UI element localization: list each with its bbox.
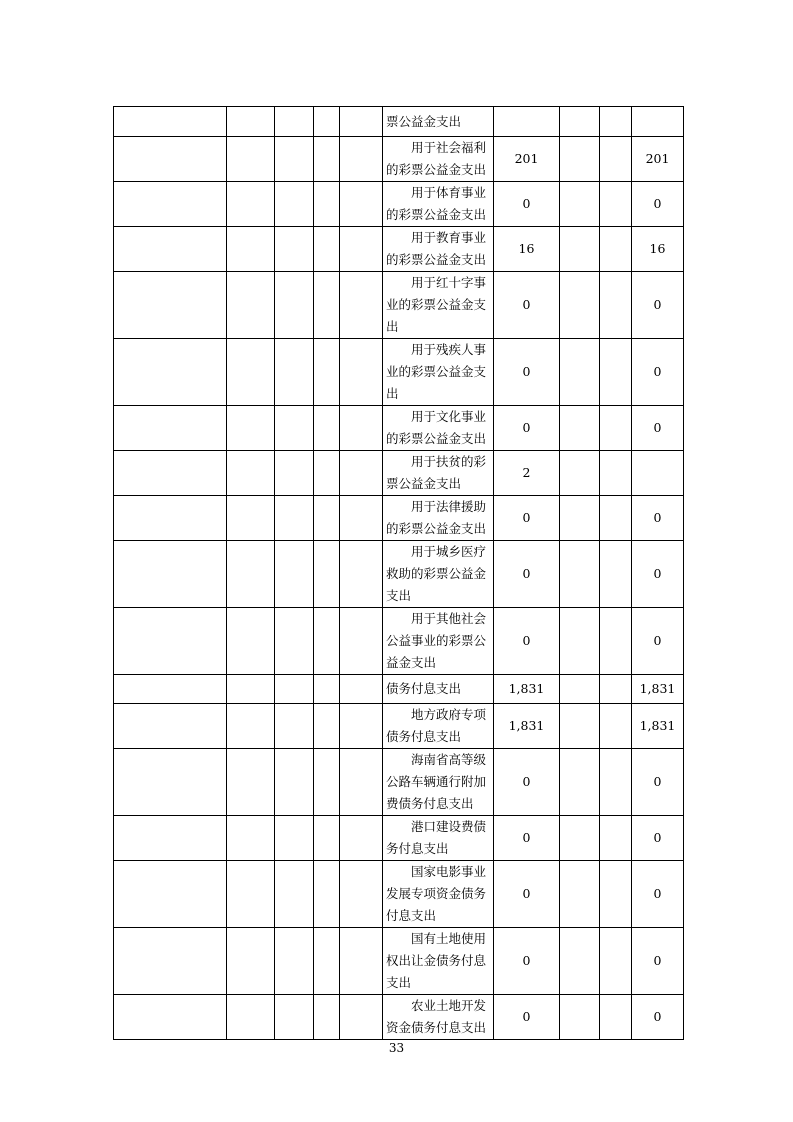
empty-cell bbox=[314, 451, 340, 496]
table-row bbox=[114, 182, 684, 227]
empty-cell bbox=[114, 137, 227, 182]
total-cell: 0 bbox=[632, 272, 684, 339]
total-cell: 0 bbox=[632, 541, 684, 608]
total-cell: 0 bbox=[632, 928, 684, 995]
total-cell: 1,831 bbox=[632, 704, 684, 749]
empty-cell bbox=[227, 749, 275, 816]
total-cell: 0 bbox=[632, 406, 684, 451]
empty-cell bbox=[600, 861, 632, 928]
total-cell: 0 bbox=[632, 339, 684, 406]
empty-cell bbox=[314, 928, 340, 995]
total-cell: 0 bbox=[632, 749, 684, 816]
empty-cell bbox=[600, 675, 632, 704]
empty-cell bbox=[114, 675, 227, 704]
empty-cell bbox=[275, 182, 314, 227]
total-cell: 0 bbox=[632, 496, 684, 541]
item-description: 票公益金支出 bbox=[383, 107, 494, 137]
total-cell bbox=[632, 107, 684, 137]
empty-cell bbox=[340, 406, 383, 451]
table-body bbox=[114, 107, 684, 1040]
item-description: 国家电影事业发展专项资金债务付息支出 bbox=[383, 861, 494, 928]
empty-cell bbox=[314, 137, 340, 182]
amount-cell: 0 bbox=[494, 339, 560, 406]
amount-cell: 0 bbox=[494, 541, 560, 608]
amount-cell: 0 bbox=[494, 861, 560, 928]
empty-cell bbox=[227, 816, 275, 861]
empty-cell bbox=[275, 272, 314, 339]
empty-cell bbox=[227, 496, 275, 541]
item-description: 国有土地使用权出让金债务付息支出 bbox=[383, 928, 494, 995]
empty-cell bbox=[314, 995, 340, 1040]
item-description: 用于城乡医疗救助的彩票公益金支出 bbox=[383, 541, 494, 608]
table-row bbox=[114, 995, 684, 1040]
empty-cell bbox=[114, 406, 227, 451]
empty-cell bbox=[227, 861, 275, 928]
item-description: 用于文化事业的彩票公益金支出 bbox=[383, 406, 494, 451]
empty-cell bbox=[275, 861, 314, 928]
amount-cell: 201 bbox=[494, 137, 560, 182]
table-row bbox=[114, 272, 684, 339]
empty-cell bbox=[227, 541, 275, 608]
empty-cell bbox=[275, 608, 314, 675]
total-cell: 0 bbox=[632, 995, 684, 1040]
empty-cell bbox=[600, 107, 632, 137]
total-cell: 1,831 bbox=[632, 675, 684, 704]
empty-cell bbox=[340, 137, 383, 182]
empty-cell bbox=[275, 749, 314, 816]
item-description: 用于法律援助的彩票公益金支出 bbox=[383, 496, 494, 541]
amount-cell: 0 bbox=[494, 749, 560, 816]
empty-cell bbox=[114, 704, 227, 749]
total-cell: 0 bbox=[632, 182, 684, 227]
empty-cell bbox=[340, 928, 383, 995]
item-description: 用于扶贫的彩票公益金支出 bbox=[383, 451, 494, 496]
empty-cell bbox=[560, 406, 600, 451]
item-description: 港口建设费债务付息支出 bbox=[383, 816, 494, 861]
empty-cell bbox=[114, 861, 227, 928]
table-row bbox=[114, 406, 684, 451]
empty-cell bbox=[340, 749, 383, 816]
empty-cell bbox=[600, 995, 632, 1040]
table-row bbox=[114, 451, 684, 496]
empty-cell bbox=[314, 272, 340, 339]
empty-cell bbox=[227, 704, 275, 749]
empty-cell bbox=[560, 816, 600, 861]
empty-cell bbox=[275, 137, 314, 182]
empty-cell bbox=[560, 137, 600, 182]
table-row bbox=[114, 137, 684, 182]
empty-cell bbox=[227, 406, 275, 451]
empty-cell bbox=[560, 749, 600, 816]
amount-cell: 0 bbox=[494, 272, 560, 339]
empty-cell bbox=[600, 608, 632, 675]
empty-cell bbox=[275, 451, 314, 496]
amount-cell: 2 bbox=[494, 451, 560, 496]
empty-cell bbox=[340, 339, 383, 406]
empty-cell bbox=[560, 451, 600, 496]
empty-cell bbox=[340, 861, 383, 928]
empty-cell bbox=[560, 541, 600, 608]
total-cell: 16 bbox=[632, 227, 684, 272]
empty-cell bbox=[314, 861, 340, 928]
total-cell bbox=[632, 451, 684, 496]
empty-cell bbox=[340, 608, 383, 675]
amount-cell: 0 bbox=[494, 406, 560, 451]
empty-cell bbox=[275, 339, 314, 406]
empty-cell bbox=[560, 675, 600, 704]
amount-cell: 16 bbox=[494, 227, 560, 272]
empty-cell bbox=[114, 339, 227, 406]
table-row bbox=[114, 227, 684, 272]
amount-cell: 0 bbox=[494, 496, 560, 541]
total-cell: 0 bbox=[632, 861, 684, 928]
empty-cell bbox=[314, 704, 340, 749]
table-row bbox=[114, 704, 684, 749]
table-row bbox=[114, 749, 684, 816]
empty-cell bbox=[114, 608, 227, 675]
empty-cell bbox=[114, 227, 227, 272]
item-description: 海南省高等级公路车辆通行附加费债务付息支出 bbox=[383, 749, 494, 816]
empty-cell bbox=[600, 749, 632, 816]
empty-cell bbox=[340, 675, 383, 704]
empty-cell bbox=[340, 995, 383, 1040]
empty-cell bbox=[600, 451, 632, 496]
empty-cell bbox=[340, 451, 383, 496]
table-row bbox=[114, 675, 684, 704]
empty-cell bbox=[275, 541, 314, 608]
empty-cell bbox=[314, 182, 340, 227]
item-description: 债务付息支出 bbox=[383, 675, 494, 704]
empty-cell bbox=[114, 995, 227, 1040]
table-row bbox=[114, 861, 684, 928]
item-description: 用于社会福利的彩票公益金支出 bbox=[383, 137, 494, 182]
empty-cell bbox=[340, 816, 383, 861]
empty-cell bbox=[227, 227, 275, 272]
total-cell: 0 bbox=[632, 608, 684, 675]
empty-cell bbox=[227, 339, 275, 406]
table-row bbox=[114, 496, 684, 541]
empty-cell bbox=[600, 816, 632, 861]
empty-cell bbox=[560, 928, 600, 995]
empty-cell bbox=[227, 675, 275, 704]
item-description: 用于其他社会公益事业的彩票公益金支出 bbox=[383, 608, 494, 675]
empty-cell bbox=[275, 227, 314, 272]
empty-cell bbox=[600, 406, 632, 451]
item-description: 用于教育事业的彩票公益金支出 bbox=[383, 227, 494, 272]
empty-cell bbox=[560, 608, 600, 675]
empty-cell bbox=[340, 272, 383, 339]
empty-cell bbox=[114, 541, 227, 608]
total-cell: 201 bbox=[632, 137, 684, 182]
empty-cell bbox=[340, 541, 383, 608]
empty-cell bbox=[227, 272, 275, 339]
amount-cell: 0 bbox=[494, 608, 560, 675]
empty-cell bbox=[340, 227, 383, 272]
empty-cell bbox=[600, 227, 632, 272]
empty-cell bbox=[114, 451, 227, 496]
empty-cell bbox=[114, 107, 227, 137]
item-description: 地方政府专项债务付息支出 bbox=[383, 704, 494, 749]
empty-cell bbox=[314, 675, 340, 704]
empty-cell bbox=[600, 704, 632, 749]
empty-cell bbox=[340, 107, 383, 137]
empty-cell bbox=[314, 406, 340, 451]
amount-cell: 0 bbox=[494, 995, 560, 1040]
empty-cell bbox=[275, 816, 314, 861]
empty-cell bbox=[314, 816, 340, 861]
empty-cell bbox=[114, 928, 227, 995]
empty-cell bbox=[275, 928, 314, 995]
amount-cell bbox=[494, 107, 560, 137]
empty-cell bbox=[600, 272, 632, 339]
empty-cell bbox=[114, 816, 227, 861]
amount-cell: 0 bbox=[494, 182, 560, 227]
empty-cell bbox=[275, 995, 314, 1040]
empty-cell bbox=[560, 339, 600, 406]
item-description: 用于体育事业的彩票公益金支出 bbox=[383, 182, 494, 227]
table-row bbox=[114, 339, 684, 406]
page-number: 33 bbox=[388, 1041, 405, 1055]
empty-cell bbox=[275, 406, 314, 451]
empty-cell bbox=[114, 272, 227, 339]
empty-cell bbox=[275, 496, 314, 541]
empty-cell bbox=[340, 496, 383, 541]
empty-cell bbox=[560, 861, 600, 928]
empty-cell bbox=[227, 451, 275, 496]
empty-cell bbox=[227, 182, 275, 227]
empty-cell bbox=[314, 107, 340, 137]
empty-cell bbox=[275, 675, 314, 704]
amount-cell: 1,831 bbox=[494, 704, 560, 749]
empty-cell bbox=[314, 496, 340, 541]
empty-cell bbox=[560, 107, 600, 137]
empty-cell bbox=[114, 749, 227, 816]
empty-cell bbox=[314, 541, 340, 608]
table-row bbox=[114, 928, 684, 995]
empty-cell bbox=[560, 272, 600, 339]
empty-cell bbox=[314, 227, 340, 272]
empty-cell bbox=[227, 608, 275, 675]
empty-cell bbox=[275, 704, 314, 749]
empty-cell bbox=[314, 749, 340, 816]
item-description: 用于残疾人事业的彩票公益金支出 bbox=[383, 339, 494, 406]
empty-cell bbox=[600, 339, 632, 406]
empty-cell bbox=[560, 995, 600, 1040]
empty-cell bbox=[600, 928, 632, 995]
empty-cell bbox=[340, 704, 383, 749]
empty-cell bbox=[114, 496, 227, 541]
empty-cell bbox=[340, 182, 383, 227]
table-row bbox=[114, 107, 684, 137]
item-description: 农业土地开发资金债务付息支出 bbox=[383, 995, 494, 1040]
empty-cell bbox=[600, 541, 632, 608]
empty-cell bbox=[314, 339, 340, 406]
empty-cell bbox=[560, 227, 600, 272]
item-description: 用于红十字事业的彩票公益金支出 bbox=[383, 272, 494, 339]
empty-cell bbox=[600, 182, 632, 227]
empty-cell bbox=[227, 107, 275, 137]
empty-cell bbox=[227, 928, 275, 995]
total-cell: 0 bbox=[632, 816, 684, 861]
budget-table bbox=[113, 106, 684, 1040]
amount-cell: 0 bbox=[494, 928, 560, 995]
table-row bbox=[114, 541, 684, 608]
table-row bbox=[114, 608, 684, 675]
empty-cell bbox=[275, 107, 314, 137]
empty-cell bbox=[560, 496, 600, 541]
amount-cell: 0 bbox=[494, 816, 560, 861]
amount-cell: 1,831 bbox=[494, 675, 560, 704]
empty-cell bbox=[600, 137, 632, 182]
empty-cell bbox=[227, 137, 275, 182]
empty-cell bbox=[227, 995, 275, 1040]
table-row bbox=[114, 816, 684, 861]
empty-cell bbox=[314, 608, 340, 675]
empty-cell bbox=[560, 704, 600, 749]
empty-cell bbox=[560, 182, 600, 227]
empty-cell bbox=[114, 182, 227, 227]
empty-cell bbox=[600, 496, 632, 541]
